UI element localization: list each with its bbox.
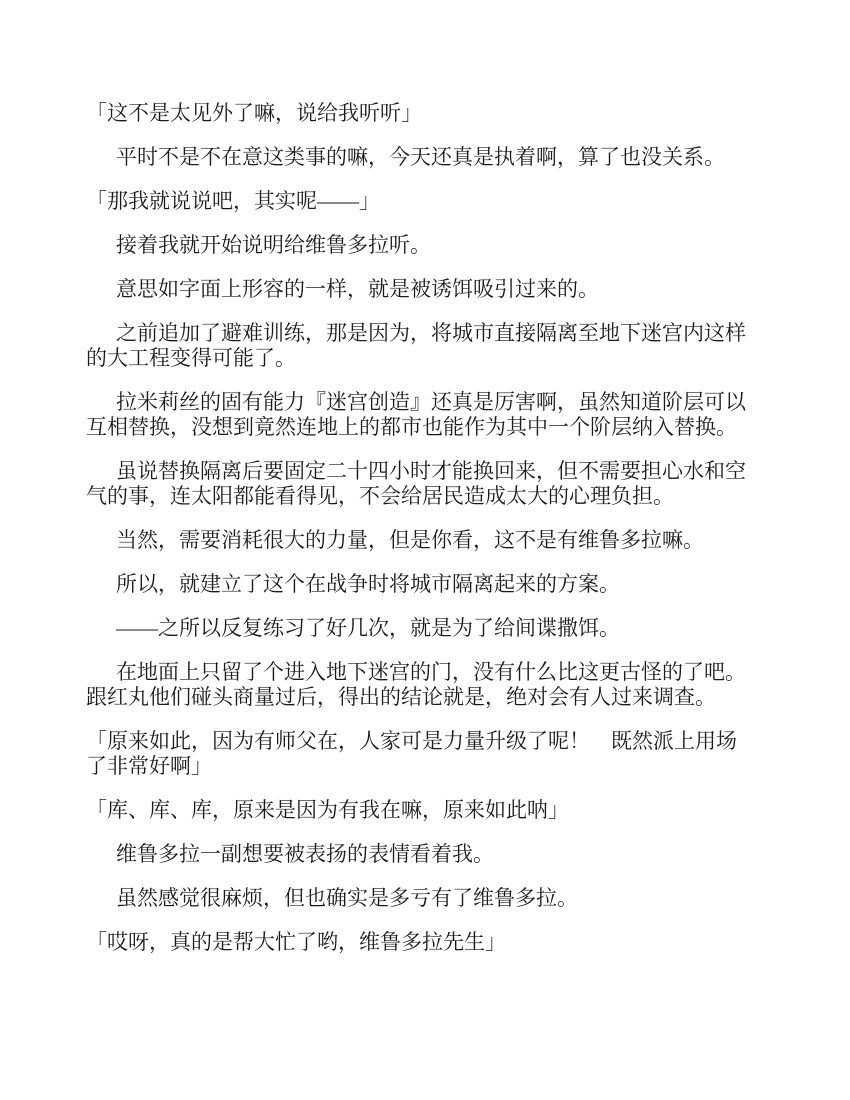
- paragraph: 「这不是太见外了嘛，说给我听听」: [86, 101, 422, 125]
- paragraph: 虽然感觉很麻烦，但也确实是多亏有了维鲁多拉。: [116, 886, 578, 910]
- paragraph: ——之所以反复练习了好几次，就是为了给间谍撒饵。: [116, 616, 620, 640]
- paragraph: 之前追加了避难训练，那是因为，将城市直接隔离至地下迷宫内这样的大工程变得可能了。: [86, 321, 746, 370]
- paragraph: 「库、库、库，原来是因为有我在嘛，原来如此呐」: [86, 798, 569, 822]
- paragraph: 虽说替换隔离后要固定二十四小时才能换回来，但不需要担心水和空气的事，连太阳都能看得见，不会给居民造成太大的心理负担。: [86, 459, 746, 508]
- paragraph: 「哎呀，真的是帮大忙了哟，维鲁多拉先生」: [86, 930, 506, 954]
- paragraph: 「那我就说说吧，其实呢——」: [86, 189, 380, 213]
- paragraph: 维鲁多拉一副想要被表扬的表情看着我。: [116, 842, 494, 866]
- paragraph: 平时不是不在意这类事的嘛，今天还真是执着啊，算了也没关系。: [116, 145, 725, 169]
- paragraph: 在地面上只留了个进入地下迷宫的门，没有什么比这更古怪的了吧。跟红丸他们碰头商量过后，得出的结论就是，绝对会有人过来调查。: [86, 660, 746, 709]
- paragraph: 拉米莉丝的固有能力『迷宫创造』还真是厉害啊，虽然知道阶层可以互相替换，没想到竟然连地上的都市也能作为其中一个阶层纳入替换。: [86, 390, 746, 439]
- paragraph: 当然，需要消耗很大的力量，但是你看，这不是有维鲁多拉嘛。: [116, 528, 704, 552]
- paragraph: 意思如字面上形容的一样，就是被诱饵吸引过来的。: [116, 277, 599, 301]
- paragraph: 接着我就开始说明给维鲁多拉听。: [116, 233, 431, 257]
- paragraph: 「原来如此，因为有师父在，人家可是力量升级了呢！ 既然派上用场了非常好啊」: [86, 729, 737, 778]
- paragraph: 所以，就建立了这个在战争时将城市隔离起来的方案。: [116, 572, 620, 596]
